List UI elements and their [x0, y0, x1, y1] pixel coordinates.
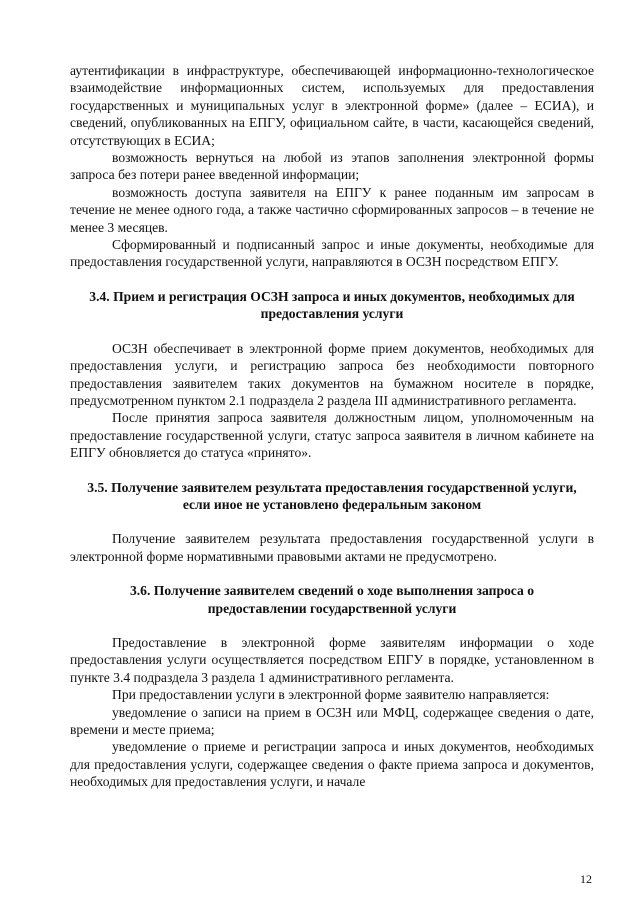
paragraph-notifications-intro: При предоставлении услуги в электронной форме заявителю направляется: — [112, 687, 550, 703]
document-page — [70, 62, 594, 791]
paragraph-request-sent: Сформированный и подписанный запрос и иные документы, необходимые для предоставления государственной услуги, направляются в ОСЗН посредством ЕПГУ. — [70, 237, 594, 270]
paragraph-esia-authentication: аутентификации в инфраструктуре, обеспечивающей информационно-технологическое взаимодействие информационных систем, используемых для предоставления государственных и муниципальных услуг в электронной форме» (далее – ЕСИА), и сведений, опубликованных на ЕПГУ, официальном сайте, в части, касающейся сведений, отсутствующих в ЕСИА; — [70, 63, 594, 148]
paragraph-status-accepted: После принятия запроса заявителя должностным лицом, уполномоченным на предоставление государственной услуги, статус запроса заявителя в личном кабинете на ЕПГУ обновляется до статуса «принято». — [70, 410, 594, 461]
paragraph-result-not-provided: Получение заявителем результата предоставления государственной услуги в электронной форме нормативными правовыми актами не предусмотрено. — [70, 531, 594, 564]
section-heading-3-6: 3.6. Получение заявителем сведений о ходе выполнения запроса о предоставлении государственной услуги — [129, 583, 534, 616]
paragraph-registration-notice: уведомление о приеме и регистрации запроса и иных документов, необходимых для предоставления услуги, содержащее сведения о факте приема запроса и документов, необходимых для предоставления услуги, и начале — [70, 739, 594, 790]
paragraph-access-to-requests: возможность доступа заявителя на ЕПГУ к ранее поданным им запросам в течение не менее одного года, а также частично сформированных запросов – в течение не менее 3 месяцев. — [70, 184, 594, 235]
section-heading-3-4: 3.4. Прием и регистрация ОСЗН запроса и иных документов, необходимых для предоставления услуги — [89, 288, 575, 322]
paragraph-return-to-step: возможность вернуться на любой из этапов заполнения электронной формы запроса без потери ранее введенной информации; — [70, 150, 594, 183]
paragraph-appointment-notice: уведомление о записи на прием в ОСЗН или МФЦ, содержащее сведения о дате, времени и месте приема; — [70, 704, 594, 737]
section-heading-3-5: 3.5. Получение заявителем результата предоставления государственной услуги, если иное не установлено федеральным законом — [87, 479, 577, 512]
page-number: 12 — [580, 872, 592, 886]
paragraph-progress-info: Предоставление в электронной форме заявителям информации о ходе предоставления услуги осуществляется посредством ЕПГУ в порядке, установленном в пункте 3.4 подраздела 3 раздела 1 административного регламента. — [70, 634, 594, 685]
paragraph-oszn-receives: ОСЗН обеспечивает в электронной форме прием документов, необходимых для предоставления услуги, и регистрацию запроса без необходимости повторного предоставления заявителем таких документов на бумажном носителе в порядке, предусмотренном пунктом 2.1 подраздела 2 раздела III административного регламента. — [70, 340, 594, 408]
